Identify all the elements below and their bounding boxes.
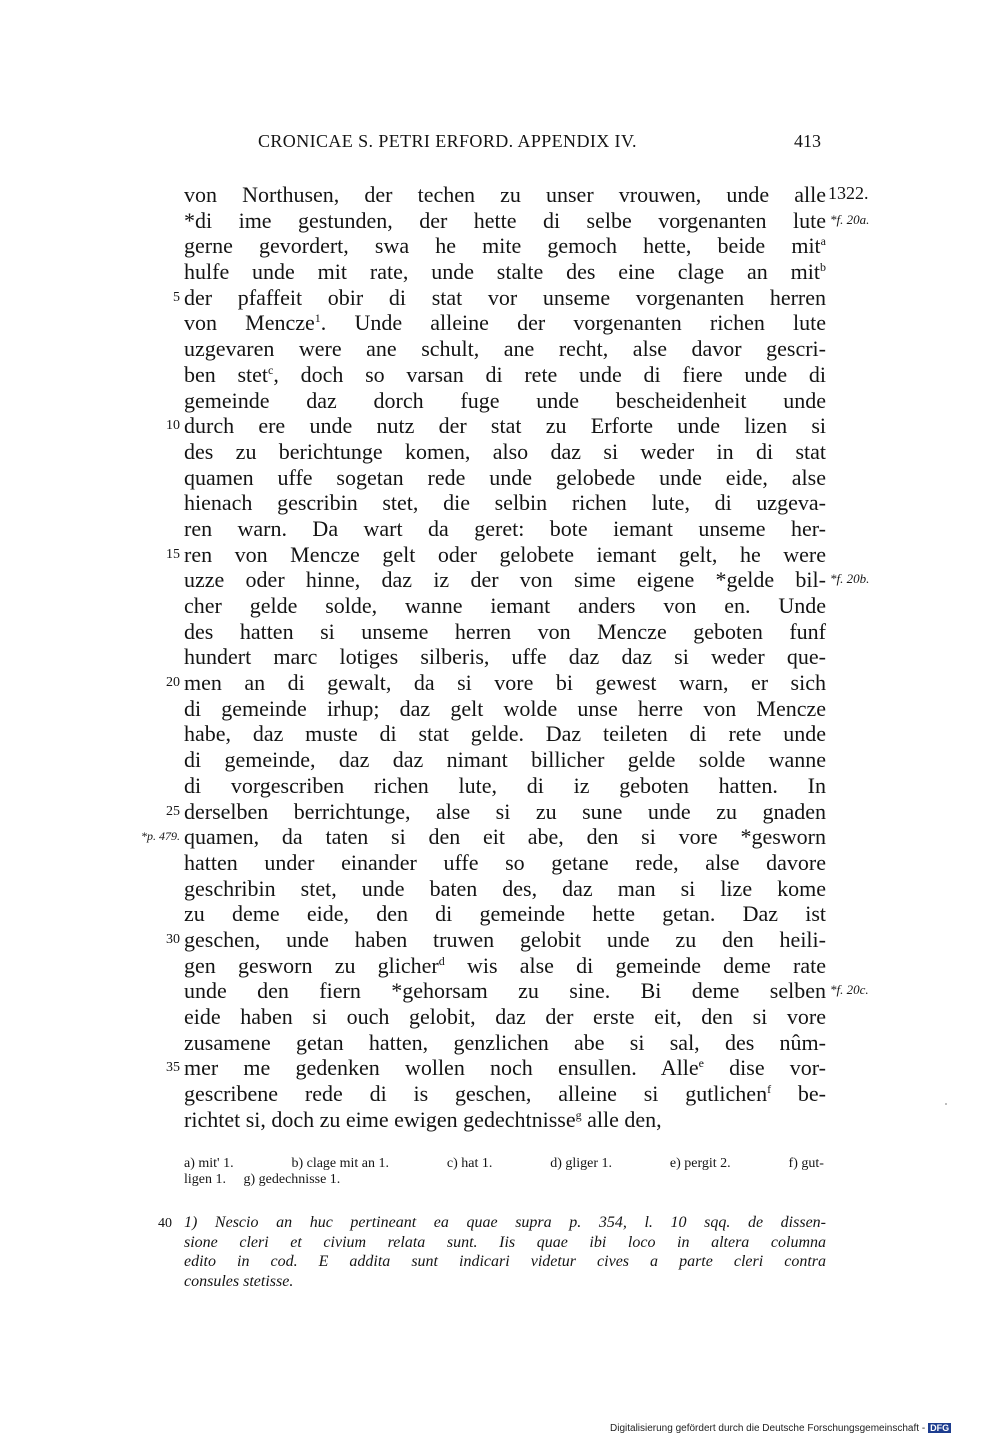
line-text — [184, 208, 826, 234]
line-text — [184, 721, 826, 747]
critical-apparatus — [184, 1156, 824, 1188]
line-text — [184, 1055, 826, 1081]
critical-note: c) hat 1. — [446, 1156, 493, 1171]
line-text-main: des zu berichtunge komen, also daz si weder in di stat — [184, 438, 826, 464]
line-text — [184, 182, 826, 208]
critical-note: a) mit' 1. — [184, 1156, 234, 1171]
text-line — [0, 259, 1000, 285]
line-text — [184, 773, 826, 799]
footnote-line: 1) Nescio an huc pertineant ea quae supra p. 354, l. 10 sqq. de dissen- — [184, 1214, 826, 1231]
line-text — [184, 259, 826, 285]
text-line — [0, 310, 1000, 336]
line-text-main: gen gesworn zu glicher — [184, 952, 439, 978]
text-line — [0, 696, 1000, 722]
line-text-main: eide haben si ouch gelobit, daz der erste eit, den si vore — [184, 1004, 826, 1029]
line-text-main: geschribin stet, unde baten des, daz man si lize kome — [184, 875, 826, 901]
text-line — [0, 1055, 1000, 1081]
line-number: 5 — [173, 289, 180, 305]
text-line — [0, 516, 1000, 542]
line-text-continued: wis alse di gemeinde deme rate — [444, 952, 826, 978]
line-number: 15 — [166, 546, 180, 562]
page-reference: *p. 479. — [141, 829, 180, 844]
critical-note: e) pergit 2. — [669, 1156, 731, 1171]
text-line — [0, 670, 1000, 696]
folio-reference: *f. 20a. — [830, 211, 870, 227]
line-text-main: hatten under einander uffe so getane rede, alse davore — [184, 849, 826, 875]
text-line — [0, 978, 1000, 1004]
line-text — [184, 696, 826, 722]
line-text — [184, 285, 826, 311]
critical-note: g) gedechnisse 1. — [243, 1172, 341, 1187]
line-text-main: di gemeinde, daz daz nimant billicher gelde solde wanne — [184, 747, 826, 773]
line-text-main: uzgevaren were ane schult, ane recht, alse davor gescri- — [184, 336, 826, 362]
line-number: 30 — [166, 931, 180, 947]
footnote-line: sione cleri et civium relata sunt. Iis quae ibi loco in altera columna — [184, 1233, 826, 1251]
line-text — [184, 362, 826, 388]
line-text — [184, 978, 826, 1004]
line-text — [184, 1081, 826, 1107]
footnote-line-number: 40 — [158, 1216, 172, 1231]
note-marker: a — [820, 234, 826, 249]
folio-reference: *f. 20c. — [830, 982, 869, 998]
line-text-main: der pfaffeit obir di stat vor unseme vorgenanten herren — [184, 284, 826, 310]
text-line — [0, 876, 1000, 902]
line-text — [184, 876, 826, 902]
line-text — [184, 1030, 826, 1056]
line-text-main: mer me gedenken wollen noch ensullen. Alle — [184, 1055, 699, 1081]
critical-note: ligen 1. — [184, 1172, 226, 1187]
text-line — [0, 1030, 1000, 1056]
text-line — [0, 747, 1000, 773]
text-line — [0, 182, 1000, 208]
line-number: 25 — [166, 803, 180, 819]
line-text-continued: . Unde alleine der vorgenanten richen lute — [320, 310, 826, 336]
footnote-line: edito in cod. E addita sunt indicari videtur cives a parte cleri contra — [184, 1253, 826, 1270]
line-text — [184, 824, 826, 850]
note-marker: b — [820, 260, 826, 275]
line-text-main: quamen, da taten si den eit abe, den si vore *gesworn — [184, 824, 826, 850]
text-line — [0, 1107, 1000, 1133]
line-text — [184, 233, 826, 259]
line-text-main: hundert marc lotiges silberis, uffe daz daz si weder que- — [184, 644, 826, 670]
running-header: CRONICAE S. PETRI ERFORD. APPENDIX IV. — [258, 131, 637, 151]
line-text-main: gemeinde daz dorch fuge unde bescheidenheit unde — [184, 387, 826, 413]
text-line — [0, 567, 1000, 593]
text-line — [0, 1081, 1000, 1107]
line-text — [184, 336, 826, 362]
line-text — [184, 516, 826, 542]
line-text-main: unde den fiern *gehorsam zu sine. Bi deme selben — [184, 978, 826, 1004]
line-text — [184, 670, 826, 696]
line-text-main: ren warn. Da wart da geret: bote iemant unseme her- — [184, 515, 826, 541]
line-text — [184, 619, 826, 645]
line-text — [184, 644, 826, 670]
text-line — [0, 413, 1000, 439]
text-line — [0, 721, 1000, 747]
margin-year: 1322. — [828, 183, 869, 203]
line-text-continued: dise vor- — [703, 1055, 826, 1081]
text-line — [0, 362, 1000, 388]
note-marker: g — [575, 1107, 582, 1122]
line-text — [184, 927, 826, 953]
dfg-credit-text: Digitalisierung gefördert durch die Deutsche Forschungsgemeinschaft - — [610, 1423, 926, 1434]
text-line — [0, 490, 1000, 516]
line-text — [184, 465, 826, 491]
line-text-main: uzze oder hinne, daz iz der von sime eigene *gelde bil- — [184, 567, 826, 593]
note-marker: e — [698, 1056, 704, 1071]
critical-note: b) clage mit an 1. — [291, 1156, 390, 1171]
line-text-continued: alle den, — [581, 1106, 662, 1132]
critical-note: f) gut- — [788, 1156, 824, 1171]
line-text — [184, 542, 826, 568]
line-text-main: ben stet — [184, 361, 269, 387]
line-text — [184, 799, 826, 825]
line-text-continued: , doch so varsan di rete unde di fiere unde di — [273, 361, 826, 387]
line-text — [184, 1107, 826, 1133]
line-text — [184, 747, 826, 773]
line-text — [184, 567, 826, 593]
line-text-main: cher gelde solde, wanne iemant anders von en. Unde — [184, 593, 826, 618]
note-marker: 1 — [314, 311, 321, 326]
line-text-main: ren von Mencze gelt oder gelobete iemant gelt, he were — [184, 541, 826, 567]
text-line — [0, 439, 1000, 465]
line-text-main: *di ime gestunden, der hette di selbe vorgenanten lute — [184, 207, 826, 233]
text-line — [0, 542, 1000, 568]
text-line — [0, 927, 1000, 953]
text-line — [0, 1004, 1000, 1030]
text-line — [0, 593, 1000, 619]
line-text-main: von Mencze — [184, 310, 315, 336]
text-line — [0, 285, 1000, 311]
line-text — [184, 439, 826, 465]
line-text-main: di gemeinde irhup; daz gelt wolde unse herre von Mencze — [184, 695, 826, 721]
line-text — [184, 953, 826, 979]
dfg-credit — [610, 1423, 951, 1434]
line-text-main: geschen, unde haben truwen gelobit unde zu den heili- — [184, 926, 826, 952]
line-text-main: gerne gevordert, swa he mite gemoch hette, beide mit — [184, 233, 821, 259]
text-line — [0, 208, 1000, 234]
line-text — [184, 593, 826, 619]
footnote-line: consules stetisse. — [184, 1272, 294, 1290]
text-line — [0, 336, 1000, 362]
page-number: 413 — [794, 131, 821, 151]
line-text — [184, 413, 826, 439]
line-text-main: hienach gescribin stet, die selbin richen lute, di uzgeva- — [184, 490, 826, 516]
text-line — [0, 644, 1000, 670]
note-marker: f — [767, 1082, 772, 1097]
dfg-logo: DFG — [930, 1423, 950, 1433]
line-text-main: durch ere unde nutz der stat zu Erforte unde lizen si — [184, 413, 826, 439]
line-text-main: des hatten si unseme herren von Mencze geboten funf — [184, 618, 826, 644]
line-text — [184, 490, 826, 516]
line-text — [184, 1004, 826, 1030]
line-text-main: habe, daz muste di stat gelde. Daz teileten di rete unde — [184, 721, 826, 747]
note-marker: c — [268, 362, 274, 377]
line-text-main: hulfe unde mit rate, unde stalte des eine clage an mit — [184, 259, 820, 285]
line-text-main: zu deme eide, den di gemeinde hette getan. Daz ist — [184, 901, 826, 927]
line-number: 20 — [166, 675, 180, 691]
line-number: 35 — [166, 1060, 180, 1076]
line-text-main: derselben berrichtunge, alse si zu sune unde zu gnaden — [184, 798, 826, 824]
line-text-main: gescribene rede di is geschen, alleine si gutlichen — [184, 1081, 768, 1107]
scan-speck — [945, 1103, 947, 1105]
text-line — [0, 901, 1000, 927]
critical-note: d) gliger 1. — [550, 1156, 613, 1171]
main-text — [0, 182, 1000, 1132]
line-text-main: zusamene getan hatten, genzlichen abe si sal, des nûm- — [184, 1029, 826, 1055]
text-line — [0, 850, 1000, 876]
line-text — [184, 388, 826, 414]
text-line — [0, 619, 1000, 645]
line-text — [184, 310, 826, 336]
text-line — [0, 465, 1000, 491]
line-text-main: richtet si, doch zu eime ewigen gedechtnisse — [184, 1106, 576, 1132]
line-text-main: von Northusen, der techen zu unser vrouwen, unde alle — [184, 182, 826, 207]
line-text-main: di vorgescriben richen lute, di iz geboten hatten. In — [184, 772, 826, 798]
line-text — [184, 850, 826, 876]
note-marker: d — [438, 953, 445, 968]
text-line — [0, 799, 1000, 825]
line-number: 10 — [166, 418, 180, 434]
text-line — [0, 953, 1000, 979]
folio-reference: *f. 20b. — [830, 571, 870, 587]
text-line — [0, 824, 1000, 850]
text-line — [0, 233, 1000, 259]
line-text-continued: be- — [771, 1081, 827, 1107]
line-text — [184, 901, 826, 927]
text-line — [0, 773, 1000, 799]
line-text-main: men an di gewalt, da si vore bi gewest warn, er sich — [184, 670, 826, 696]
text-line — [0, 388, 1000, 414]
footnote — [184, 1213, 826, 1291]
line-text-main: quamen uffe sogetan rede unde gelobede unde eide, alse — [184, 464, 826, 490]
